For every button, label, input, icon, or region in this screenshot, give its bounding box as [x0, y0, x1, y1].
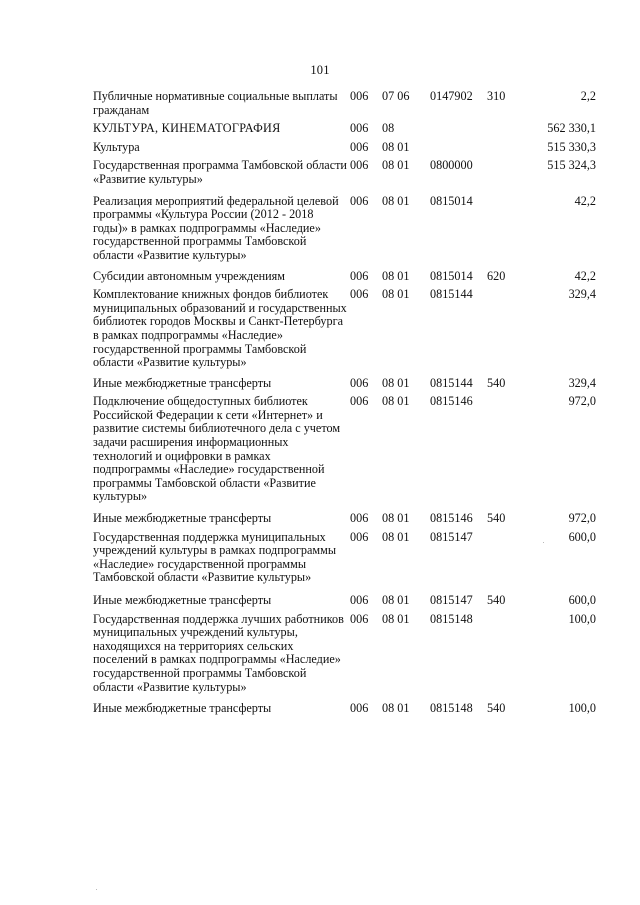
section-code: 08 01 — [382, 268, 410, 283]
row-name: Иные межбюджетные трансферты — [93, 593, 272, 607]
table-row — [93, 270, 596, 289]
ministry-code: 006 — [350, 394, 369, 409]
expense-type-code — [487, 531, 525, 594]
section-code: 08 — [382, 121, 395, 136]
row-name: Культура — [93, 139, 140, 154]
article-code: 0815144 — [430, 287, 473, 302]
expense-type-code: 540 — [487, 593, 506, 607]
row-name: Иные межбюджетные трансферты — [93, 375, 272, 390]
table-row — [93, 395, 596, 512]
row-name: Реализация мероприятий федеральной целевой программы «Культура России (2012 - 2018 годы)» в рамках подпрограммы «Наследие» государственной программы Тамбовской области «Развитие культуры» — [93, 193, 339, 262]
section-code: 08 01 — [382, 529, 410, 544]
article-code: 0815014 — [430, 193, 473, 208]
article-code: 0815144 — [430, 375, 473, 390]
article-code: 0815148 — [430, 611, 473, 626]
table-row — [93, 531, 596, 594]
expense-type-code — [487, 141, 525, 160]
row-name: Комплектование книжных фондов библиотек муниципальных образований и государственных библиотек городов Москвы и Санкт-Петербурга в рамках подпрограммы «Наследие» государственной программы Тамбовской области «Развитие культуры» — [93, 287, 347, 370]
section-code: 08 01 — [382, 375, 410, 390]
expense-type-code: 540 — [487, 375, 506, 390]
budget-table — [93, 90, 596, 716]
table-row — [93, 288, 596, 377]
expense-type-code — [487, 613, 525, 703]
table-row — [93, 377, 596, 396]
expense-type-code — [487, 195, 525, 270]
section-code: 08 01 — [382, 139, 410, 154]
expense-type-code: 620 — [487, 268, 506, 283]
article-code: 0815146 — [430, 394, 473, 409]
ministry-code: 006 — [350, 158, 369, 173]
row-name: Иные межбюджетные трансферты — [93, 511, 272, 526]
page-number: 101 — [310, 63, 330, 77]
amount-value: 515 330,3 — [547, 139, 596, 154]
ministry-code: 006 — [350, 511, 369, 526]
article-code: 0815147 — [430, 529, 473, 544]
amount-value: 42,2 — [574, 193, 596, 208]
scan-speck — [96, 889, 97, 890]
expense-type-code — [487, 122, 525, 141]
ministry-code: 006 — [350, 701, 369, 716]
section-code: 08 01 — [382, 611, 410, 626]
section-code: 08 01 — [382, 593, 410, 607]
table-row — [93, 594, 596, 613]
amount-value: 600,0 — [568, 529, 596, 544]
amount-value: 42,2 — [574, 268, 596, 283]
budget-table-body — [93, 90, 596, 716]
ministry-code: 006 — [350, 611, 369, 626]
amount-value: 100,0 — [568, 701, 596, 716]
amount-value: 329,4 — [568, 287, 596, 302]
section-code: 08 01 — [382, 394, 410, 409]
article-code: 0800000 — [430, 158, 473, 173]
table-row — [93, 122, 596, 141]
ministry-code: 006 — [350, 529, 369, 544]
expense-type-code: 540 — [487, 511, 506, 526]
table-row — [93, 702, 596, 716]
article-code — [430, 141, 487, 160]
ministry-code: 006 — [350, 89, 369, 103]
amount-value: 600,0 — [568, 593, 596, 607]
row-name: Субсидии автономным учреждениям — [93, 268, 285, 283]
table-row — [93, 512, 596, 531]
table-row — [93, 195, 596, 270]
table-row — [93, 141, 596, 160]
ministry-code: 006 — [350, 287, 369, 302]
expense-type-code: 310 — [487, 89, 506, 103]
section-code: 08 01 — [382, 287, 410, 302]
ministry-code: 006 — [350, 193, 369, 208]
row-name: КУЛЬТУРА, КИНЕМАТОГРАФИЯ — [93, 121, 281, 136]
section-code: 08 01 — [382, 511, 410, 526]
ministry-code: 006 — [350, 375, 369, 390]
row-name: Иные межбюджетные трансферты — [93, 701, 272, 716]
amount-value: 100,0 — [568, 611, 596, 626]
amount-value: 972,0 — [568, 394, 596, 409]
amount-value: 972,0 — [568, 511, 596, 526]
ministry-code: 006 — [350, 139, 369, 154]
expense-type-code — [487, 159, 525, 194]
row-name: Государственная поддержка муниципальных учреждений культуры в рамках подпрограммы «Наследие» государственной программы Тамбовской области «Развитие культуры» — [93, 529, 337, 585]
expense-type-code — [487, 395, 525, 512]
article-code — [430, 122, 487, 141]
amount-value: 2,2 — [580, 89, 596, 103]
table-row — [93, 90, 596, 122]
amount-value: 515 324,3 — [547, 158, 596, 173]
section-code: 08 01 — [382, 701, 410, 716]
section-code: 08 01 — [382, 193, 410, 208]
amount-value: 562 330,1 — [547, 121, 596, 136]
row-name: Государственная программа Тамбовской области «Развитие культуры» — [93, 158, 347, 186]
article-code: 0815148 — [430, 701, 473, 716]
row-name: Государственная поддержка лучших работников муниципальных учреждений культуры, находящихся на территориях сельских поселений в рамках подпрограммы «Наследие» государственной программы Тамбовской области «Развитие культуры» — [93, 611, 344, 694]
table-row — [93, 159, 596, 194]
section-code: 08 01 — [382, 158, 410, 173]
scan-speck — [543, 542, 544, 543]
ministry-code: 006 — [350, 121, 369, 136]
article-code: 0147902 — [430, 89, 473, 103]
expense-type-code — [487, 288, 525, 377]
amount-value: 329,4 — [568, 375, 596, 390]
ministry-code: 006 — [350, 593, 369, 607]
article-code: 0815146 — [430, 511, 473, 526]
article-code: 0815014 — [430, 268, 473, 283]
row-name: Подключение общедоступных библиотек Российской Федерации к сети «Интернет» и развитие системы библиотечного дела с учетом задачи расширения информационных технологий и оцифровки в рамках подпрограммы «Наследие» государственной программы Тамбовской области «Развитие культуры» — [93, 394, 341, 504]
section-code: 07 06 — [382, 89, 410, 103]
table-row — [93, 613, 596, 703]
article-code: 0815147 — [430, 593, 473, 607]
expense-type-code: 540 — [487, 701, 506, 716]
ministry-code: 006 — [350, 268, 369, 283]
row-name: Публичные нормативные социальные выплаты гражданам — [93, 89, 338, 117]
